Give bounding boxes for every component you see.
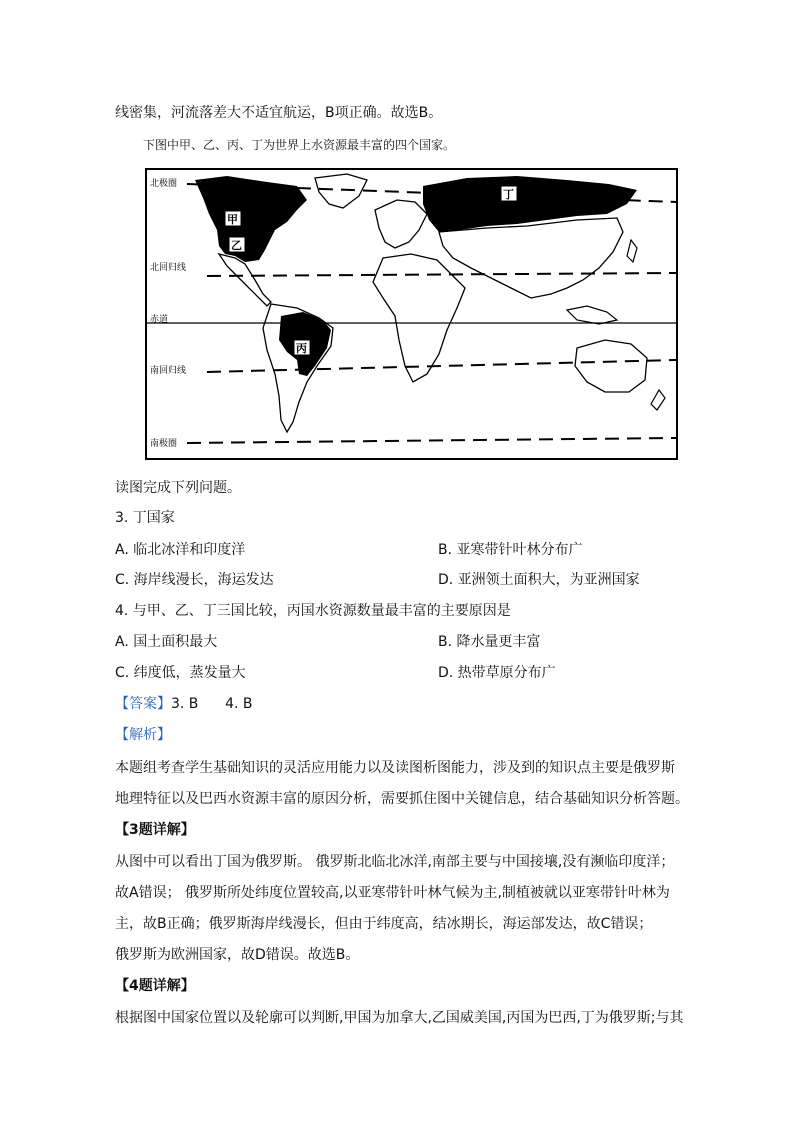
q4-option-b: B. 降水量更丰富 [438,634,541,650]
analysis-label: 【解析】 [115,727,171,743]
q3-stem: 3. 丁国家 [115,510,175,526]
world-map [145,168,678,460]
read-instruction: 读图完成下列问题。 [115,480,241,496]
q3-detail-line-3: 主，故B正确；俄罗斯海岸线漫长，但由于纬度高，结冰期长，海运部发达，故C错误； [115,916,653,932]
map-caption: 下图中甲、乙、丙、丁为世界上水资源最丰富的四个国家。 [143,138,456,152]
intro-line: 线密集，河流落差大不适宜航运，B项正确。故选B。 [115,105,443,121]
country-label-yi: 乙 [231,239,242,252]
q4-detail-line-1: 根据图中国家位置以及轮廓可以判断,甲国为加拿大,乙国威美国,丙国为巴西,丁为俄罗斯;与其 [115,1010,684,1026]
arctic-label: 北极圈 [150,179,178,189]
tropic-cancer-line [207,273,676,276]
answer-text: 3. B 4. B [171,696,253,712]
q3-option-d: D. 亚洲领土面积大，为亚洲国家 [438,572,640,588]
equator-label: 赤道 [150,315,169,325]
africa [373,254,465,382]
q4-stem: 4. 与甲、乙、丁三国比较，丙国水资源数量最丰富的主要原因是 [115,603,511,619]
q3-detail-line-4: 俄罗斯为欧洲国家，故D错误。故选B。 [115,947,360,963]
country-label-jia: 甲 [227,213,238,226]
country-label-ding: 丁 [503,188,514,201]
antarctic-label: 南极圈 [150,439,178,449]
country-label-bing: 丙 [296,342,307,355]
q3-detail-label: 【3题详解】 [115,822,195,838]
q4-option-c: C. 纬度低，蒸发量大 [115,665,246,681]
q3-option-c: C. 海岸线漫长，海运发达 [115,572,274,588]
tropic-cancer-label: 北回归线 [150,263,187,273]
analysis-line-1: 本题组考查学生基础知识的灵活应用能力以及读图析图能力，涉及到的知识点主要是俄罗斯 [115,760,675,776]
tropic-capricorn-label: 南回归线 [150,366,187,376]
q4-detail-label: 【4题详解】 [115,978,195,994]
europe [375,200,427,248]
analysis-line-2: 地理特征以及巴西水资源丰富的原因分析，需要抓住图中关键信息，结合基础知识分析答题。 [115,791,689,807]
new-zealand [651,390,665,410]
q3-detail-line-2: 故A错误； 俄罗斯所处纬度位置较高,以亚寒带针叶林气候为主,制植被就以亚寒带针叶林为 [115,885,670,901]
q3-detail-line-1: 从图中可以看出丁国为俄罗斯。 俄罗斯北临北冰洋,南部主要与中国接壤,没有濒临印度洋； [115,854,675,870]
antarctic-circle-line [187,438,676,443]
answer-line [115,694,253,714]
world-map-svg [147,170,676,458]
russia-filled [423,176,637,232]
asia [439,218,623,298]
greenland [315,174,367,208]
q4-option-a: A. 国土面积最大 [115,634,218,650]
southeast-asia-islands [567,306,617,324]
answer-label: 【答案】 [115,696,171,712]
north-america-filled [195,176,307,262]
tropic-capricorn-line [207,360,676,372]
q4-option-d: D. 热带草原分布广 [438,665,556,681]
australia [575,340,647,392]
q3-option-b: B. 亚寒带针叶林分布广 [438,542,583,558]
japan [627,240,637,262]
q3-option-a: A. 临北冰洋和印度洋 [115,542,246,558]
